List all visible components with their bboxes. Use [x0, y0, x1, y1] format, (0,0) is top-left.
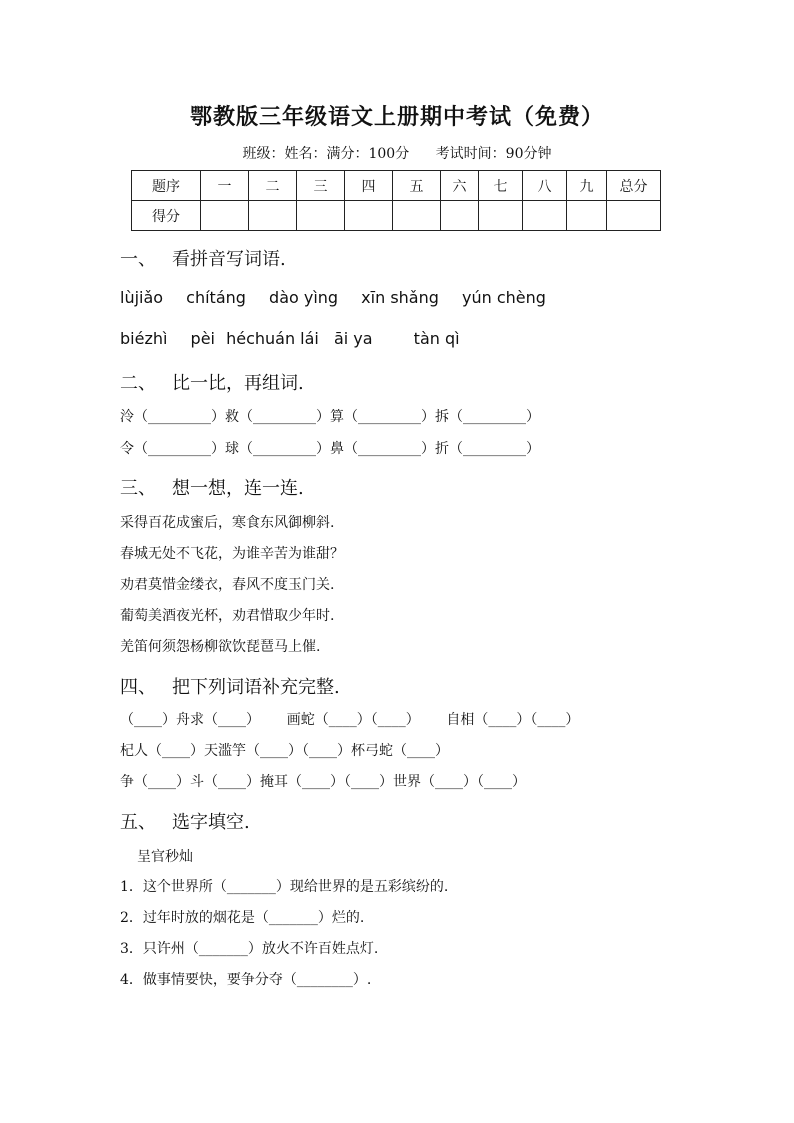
pinyin-row — [120, 288, 564, 307]
section-number: 一、 — [120, 249, 156, 270]
poem-line: 葡萄美酒夜光杯，劝君惜取少年时. — [120, 608, 335, 624]
section-title: 选字填空. — [172, 812, 250, 833]
section-number: 二、 — [120, 373, 156, 394]
poem-line: 劝君莫惜金缕衣，春风不度玉门关. — [120, 577, 335, 593]
table-header-cell: 二 — [249, 171, 297, 201]
score-cell[interactable] — [249, 201, 297, 231]
pinyin-word: dào yìng — [269, 288, 339, 307]
fill-question: 2．过年时放的烟花是（_______）烂的. — [120, 910, 365, 926]
section-title: 看拼音写词语. — [172, 249, 286, 270]
pinyin-word: yún chèng — [461, 288, 546, 307]
table-header-cell: 三 — [297, 171, 345, 201]
poem-line: 春城无处不飞花，为谁辛苦为谁甜？ — [120, 546, 344, 562]
score-cell[interactable] — [479, 201, 523, 231]
compare-row: 令（_________）球（_________）鼻（_________）折（_________） — [120, 441, 540, 457]
table-header-cell: 题序 — [132, 171, 201, 201]
idiom-row: （____）舟求（____） 画蛇（____）（____） 自相（____）（____） — [120, 712, 580, 728]
section-number: 五、 — [120, 812, 156, 833]
class-name-score-label: 班级：姓名：满分：100分 — [242, 146, 410, 162]
section-heading — [120, 808, 250, 834]
pinyin-word: pèi — [190, 329, 215, 348]
section-title: 把下列词语补充完整. — [172, 677, 340, 698]
pinyin-word: héchuán lái — [226, 329, 319, 348]
table-header-cell: 一 — [201, 171, 249, 201]
pinyin-row — [120, 329, 478, 348]
table-header-cell: 七 — [479, 171, 523, 201]
exam-time-label: 考试时间：90分钟 — [435, 146, 552, 162]
table-header-cell: 五 — [393, 171, 441, 201]
section-number: 三、 — [120, 478, 156, 499]
score-table-header-row — [132, 171, 661, 201]
score-cell[interactable] — [441, 201, 479, 231]
score-table-score-row — [132, 201, 661, 231]
pinyin-word: xīn shǎng — [361, 288, 439, 307]
section-heading — [120, 369, 304, 395]
pinyin-word: āi ya — [333, 329, 373, 348]
section-number: 四、 — [120, 677, 156, 698]
score-cell[interactable] — [201, 201, 249, 231]
table-header-cell: 总分 — [607, 171, 661, 201]
score-cell[interactable] — [607, 201, 661, 231]
table-header-cell: 六 — [441, 171, 479, 201]
pinyin-word: lùjiǎo — [120, 288, 164, 307]
idiom-row: 争（____）斗（____）掩耳（____）（____）世界（____）（____） — [120, 774, 526, 790]
section-title: 想一想，连一连. — [172, 478, 304, 499]
exam-info — [0, 143, 794, 163]
section-heading — [120, 673, 340, 699]
idiom-row: 杞人（____）天滥竽（____）（____）杯弓蛇（____） — [120, 743, 449, 759]
poem-line: 采得百花成蜜后，寒食东风御柳斜. — [120, 515, 335, 531]
page-title: 鄂教版三年级语文上册期中考试（免费） — [189, 104, 604, 130]
section-heading — [120, 245, 286, 271]
pinyin-word: chítáng — [186, 288, 246, 307]
choice-characters: 呈官秒灿 — [137, 849, 193, 865]
compare-row: 泠（_________）救（_________）算（_________）拆（_________） — [120, 409, 540, 425]
score-cell[interactable] — [567, 201, 607, 231]
section-title: 比一比，再组词. — [172, 373, 304, 394]
score-row-label: 得分 — [132, 201, 201, 231]
pinyin-word: tàn qì — [413, 329, 460, 348]
score-cell[interactable] — [345, 201, 393, 231]
fill-question: 1．这个世界所（_______）现给世界的是五彩缤纷的. — [120, 879, 449, 895]
fill-question: 4．做事情要快，要争分夺（________）. — [120, 972, 372, 988]
score-cell[interactable] — [297, 201, 345, 231]
fill-question: 3．只许州（_______）放火不许百姓点灯. — [120, 941, 379, 957]
table-header-cell: 八 — [523, 171, 567, 201]
score-table — [131, 170, 661, 231]
table-header-cell: 四 — [345, 171, 393, 201]
poem-line: 羌笛何须怨杨柳欲饮琵琶马上催. — [120, 639, 321, 655]
score-cell[interactable] — [523, 201, 567, 231]
score-cell[interactable] — [393, 201, 441, 231]
section-heading — [120, 474, 304, 500]
pinyin-word: biézhì — [120, 329, 168, 348]
table-header-cell: 九 — [567, 171, 607, 201]
